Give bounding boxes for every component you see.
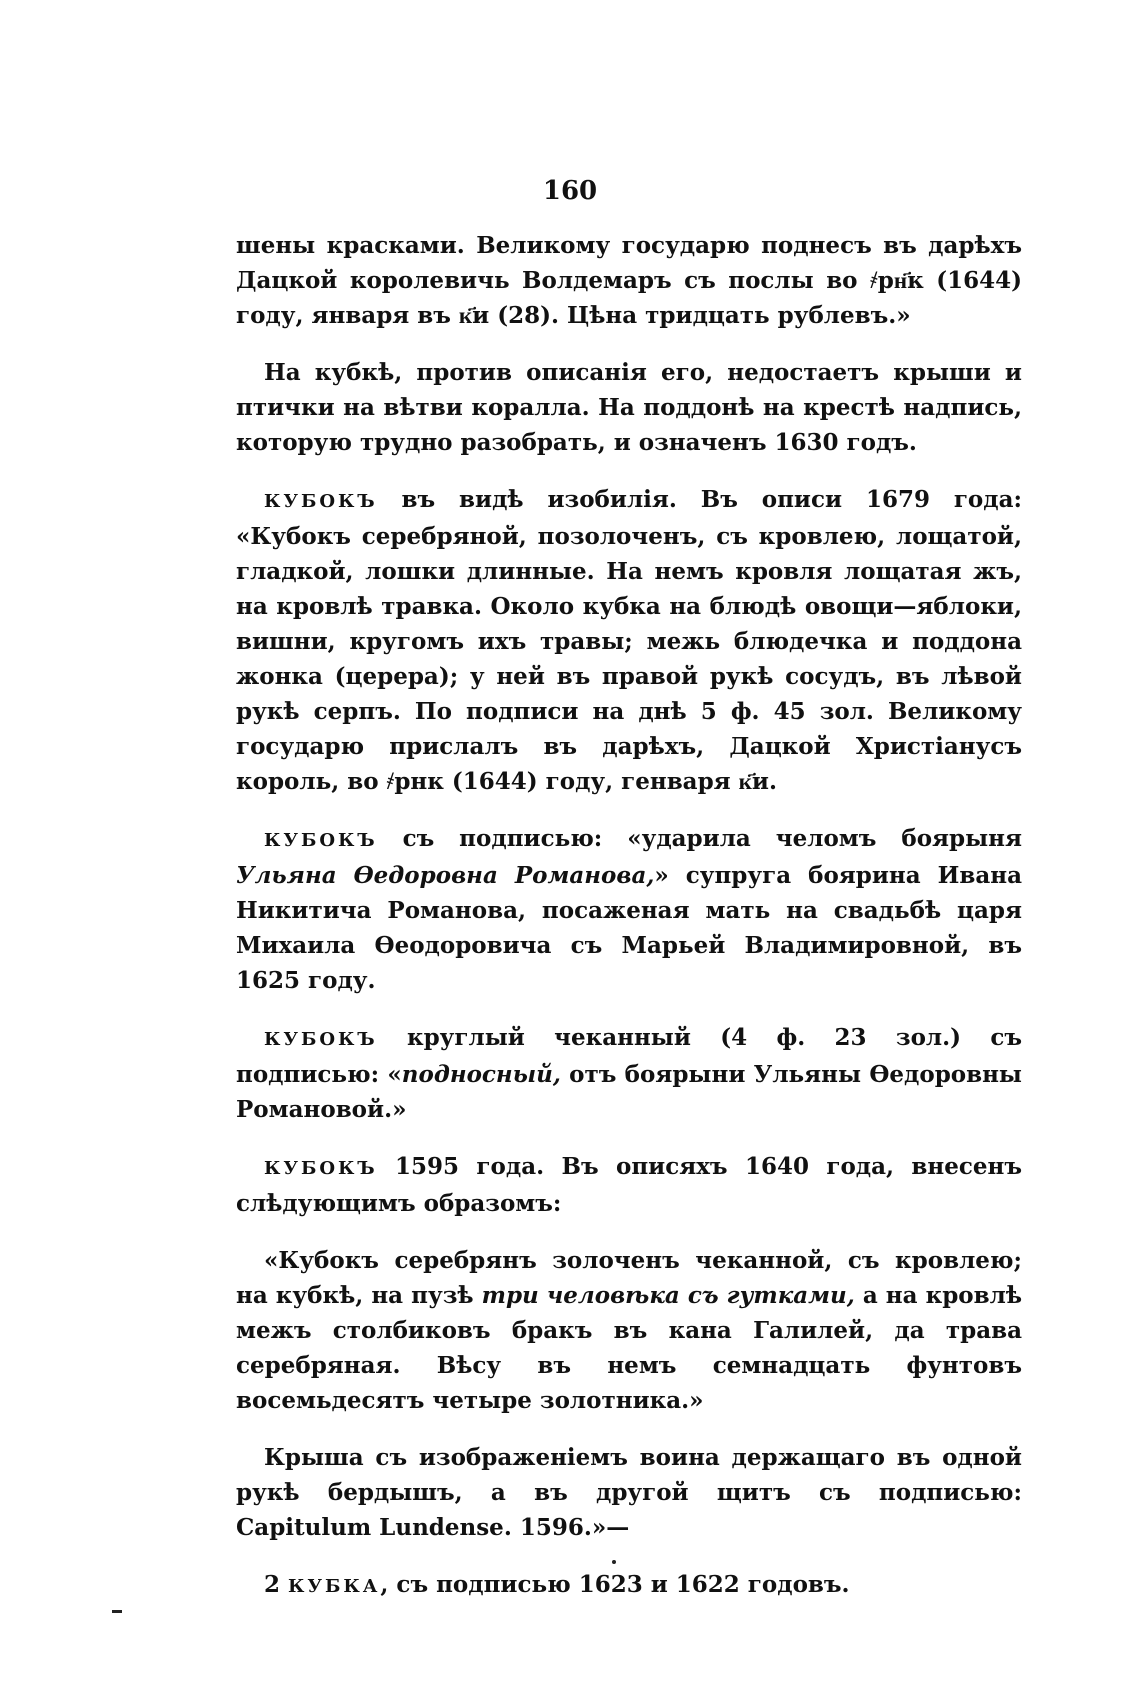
text-run: » супруга боярина Ивана Никитича Романова, посаженая мать на свадьбѣ царя Михаила Өеодоровича съ Марьей Владимировной, въ 1625 году. (236, 862, 1023, 994)
text-run: круглый чеканный (4 ф. 23 зол.) съ подписью: « (236, 1024, 1022, 1088)
print-speck (612, 1560, 616, 1564)
paragraph (236, 1243, 1022, 1418)
small-caps-term: КУБКА (288, 1576, 381, 1597)
text-run: отъ боярыни Ульяны Өедоровны Романовой.» (236, 1061, 1022, 1123)
small-caps-term: КУБОКЪ (264, 1029, 378, 1050)
small-caps-term: КУБОКЪ (264, 491, 378, 512)
paragraph (236, 482, 1022, 799)
italic-phrase: Ульяна Өедоровна Романова, (236, 862, 655, 889)
paragraph (236, 1149, 1022, 1221)
small-caps-term: КУБОКЪ (264, 830, 378, 851)
paragraph (236, 1567, 1022, 1604)
text-run: На кубкѣ, против описанія его, недостаетъ крыши и птички на вѣтви коралла. На поддонѣ на крестѣ надпись, которую трудно разобрать, и означенъ 1630 годъ. (236, 359, 1022, 456)
print-speck (112, 1610, 122, 1613)
text-run: Крыша съ изображеніемъ воина держащаго въ одной рукѣ бердышъ, а въ другой щитъ съ подписью: Capitulum Lundense. 1596.»— (236, 1444, 1022, 1541)
italic-phrase: подносный, (401, 1061, 561, 1088)
text-run: «Кубокъ серебрянъ золоченъ чеканной, съ кровлею; на кубкѣ, на пузѣ (236, 1247, 1022, 1309)
paragraph (236, 821, 1022, 998)
paragraph (236, 1440, 1022, 1545)
text-run: 1595 года. Въ описяхъ 1640 года, внесенъ слѣдующимъ образомъ: (236, 1153, 1022, 1217)
text-run: шены красками. Великому государю поднесъ въ дарѣхъ Дацкой королевичь Волдемаръ съ послы во ҂рн҃к (1644) году, января въ к҃и (28). Цѣна тридцать рублевъ.» (236, 232, 1022, 329)
paragraph (236, 228, 1022, 333)
paragraph (236, 1020, 1022, 1127)
text-run: , съ подписью 1623 и 1622 годовъ. (380, 1571, 850, 1598)
text-run: въ видѣ изобилія. Въ описи 1679 года: «Кубокъ серебряной, позолоченъ, съ кровлею, лощатой, гладкой, лошки длинные. На немъ кровля лощатая жъ, на кровлѣ травка. Около кубка на блюдѣ овощи—яблоки, вишни, кругомъ ихъ травы; межь блюдечка и поддона жонка (церера); у ней въ правой рукѣ сосудъ, въ лѣвой рукѣ серпъ. По подписи на днѣ 5 ф. 45 зол. Великому государю прислалъ въ дарѣхъ, Дацкой Христіанусъ король, во ҂рнк (1644) году, генваря к҃и. (236, 486, 1022, 795)
body-text (236, 228, 1022, 1626)
italic-phrase: три человѣка съ гутками, (481, 1282, 855, 1309)
text-run: а на кровлѣ межъ столбиковъ бракъ въ кана Галилей, да трава серебряная. Вѣсу въ немъ семнадцать фунтовъ восемьдесятъ четыре золотника.» (236, 1282, 1023, 1414)
small-caps-term: КУБОКЪ (264, 1158, 378, 1179)
paragraph (236, 355, 1022, 460)
page-number: 160 (542, 176, 598, 206)
text-run: 2 (264, 1571, 289, 1598)
text-run: съ подписью: «ударила челомъ боярыня (377, 825, 1022, 852)
